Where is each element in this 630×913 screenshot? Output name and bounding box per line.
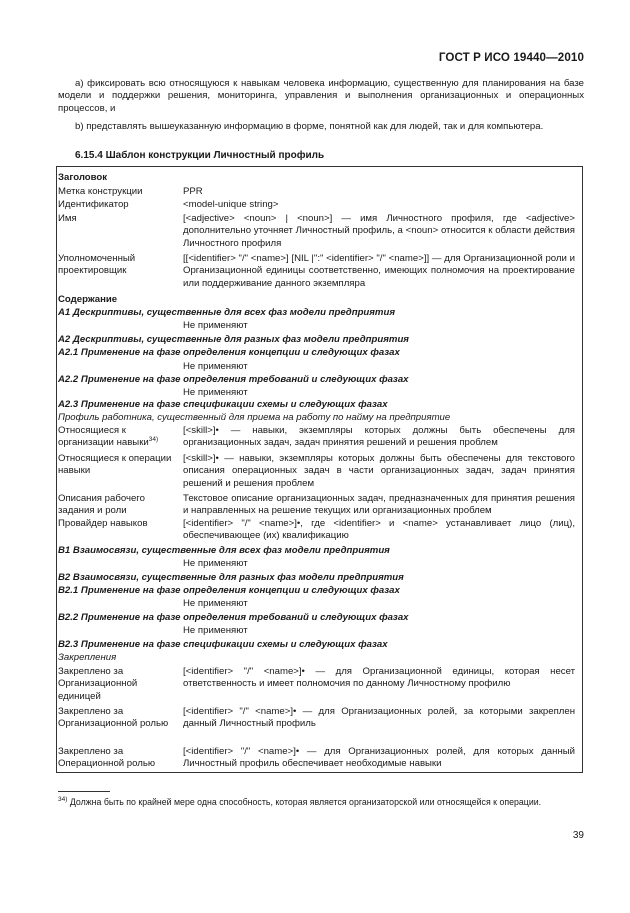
assigned-op-role-label: Закреплено за Операционной ролью bbox=[58, 746, 156, 770]
standard-header: ГОСТ Р ИСО 19440—2010 bbox=[438, 51, 584, 64]
a1-heading: A1 Дескриптивы, существенные для всех фаз модели предприятия bbox=[58, 307, 395, 318]
name-label: Имя bbox=[58, 213, 77, 224]
footnote-text: Должна быть по крайней мере одна способность, которая является организаторской или относящейся к операции. bbox=[69, 797, 542, 807]
b22-heading: B2.2 Применение на фазе определения требований и следующих фазах bbox=[58, 612, 409, 623]
b1-not-applicable: Не применяют bbox=[183, 558, 248, 569]
a22-heading: A2.2 Применение на фазе определения требований и следующих фазах bbox=[58, 374, 409, 385]
header-title: Заголовок bbox=[58, 172, 108, 183]
name-value: [<adjective> <noun> | <noun>] — имя Личностного профиля, где <adjective> дополнительно уточняет Личностный профиль, а <noun> относится к области действия Личностного профиля bbox=[183, 213, 575, 249]
a21-not-applicable: Не применяют bbox=[183, 361, 248, 372]
construct-label-label: Метка конструкции bbox=[58, 186, 143, 197]
op-skills-value: [<skill>]• — навыки, экземпляры которых должны быть обеспечены для текстового описания операционных задач в части организационных задач, задач принятия решений и решения проблем bbox=[183, 453, 575, 489]
assigned-role-value: [<identifier> "/" <name>]• — для Организационных ролей, за которыми закреплен данный Личностный профиль bbox=[183, 706, 575, 730]
org-skills-label: Относящиеся к организации навыки$^{34)}$ bbox=[58, 425, 159, 449]
org-skills-value: [<skill>]• — навыки, экземпляры которых должны быть обеспечены для организационных задач, задач принятия решений и решения проблем bbox=[183, 425, 575, 449]
assigned-op-role-value: [<identifier> "/" <name>]• — для Организационных ролей, для которых данный Личностный профиль обеспечивает необходимые навыки bbox=[183, 746, 575, 770]
b2-heading: B2 Взаимосвязи, существенные для разных фаз модели предприятия bbox=[58, 572, 404, 583]
job-desc-label: Описания рабочего задания и роли bbox=[58, 493, 145, 517]
op-skills-label: Относящиеся к операции навыки bbox=[58, 453, 172, 477]
a23-heading: A2.3 Применение на фазе спецификации схемы и следующих фазах bbox=[58, 399, 388, 410]
a22-not-applicable: Не применяют bbox=[183, 387, 248, 398]
assigned-unit-value: [<identifier> "/" <name>]• — для Организационной единицы, которая несет ответственность и имеет полномочия по данному Личностному профилю bbox=[183, 666, 575, 690]
worker-profile-heading: Профиль работника, существенный для приема на работу по найму на предприятие bbox=[58, 412, 451, 423]
provider-label: Провайдер навыков bbox=[58, 518, 148, 529]
page-number: 39 bbox=[572, 830, 584, 841]
footnote bbox=[58, 796, 584, 808]
content-title: Содержание bbox=[58, 294, 118, 305]
assigned-unit-label: Закреплено за Организационной единицей bbox=[58, 666, 138, 702]
identifier-value: <model-unique string> bbox=[183, 199, 279, 210]
authorized-value: [[<identifier> "/" <name>] [NIL |":" <identifier> "/" <name>]] — для Организационной роли и Организационной единицы соответственно, имеющих полномочия на проектирование или поддерживание данного экземпляра bbox=[183, 253, 575, 289]
b21-heading: B2.1 Применение на фазе определения концепции и следующих фазах bbox=[58, 585, 400, 596]
footnote-ref: 34) bbox=[148, 436, 159, 444]
authorized-label: Уполномоченный проектировщик bbox=[58, 253, 136, 277]
identifier-label: Идентификатор bbox=[58, 199, 129, 210]
a2-heading: A2 Дескриптивы, существенные для разных фаз модели предприятия bbox=[58, 334, 409, 345]
assigned-role-label: Закреплено за Организационной ролью bbox=[58, 706, 169, 730]
construct-label-value: PPR bbox=[183, 186, 203, 197]
a1-not-applicable: Не применяют bbox=[183, 320, 248, 331]
b1-heading: B1 Взаимосвязи, существенные для всех фаз модели предприятия bbox=[58, 545, 390, 556]
section-title: 6.15.4 Шаблон конструкции Личностный профиль bbox=[75, 150, 325, 161]
a21-heading: A2.1 Применение на фазе определения концепции и следующих фазах bbox=[58, 347, 400, 358]
assignments-heading: Закрепления bbox=[58, 652, 117, 663]
b22-not-applicable: Не применяют bbox=[183, 625, 248, 636]
intro-item-b: b) представлять вышеуказанную информацию в форме, понятной как для людей, так и для компьютера. bbox=[75, 121, 544, 132]
b23-heading: B2.3 Применение на фазе спецификации схемы и следующих фазах bbox=[58, 639, 388, 650]
intro-item-a: a) фиксировать всю относящуюся к навыкам человека информацию, существенную для планирования на базе модели и поддержки решения, мониторинга, управления и выполнения организационных и операционных процессов, и bbox=[58, 78, 584, 114]
footnote-number: 34) bbox=[58, 796, 68, 803]
provider-value: [<identifier> "/" <name>]•, где <identifier> и <name> устанавливает лицо (лиц), обеспечивающее (их) квалификацию bbox=[183, 518, 575, 542]
footnote-divider bbox=[58, 791, 110, 792]
job-desc-value: Текстовое описание организационных задач, предназначенных для принятия решения и направленных на решение текущих или организационных проблем bbox=[183, 493, 575, 517]
b21-not-applicable: Не применяют bbox=[183, 598, 248, 609]
